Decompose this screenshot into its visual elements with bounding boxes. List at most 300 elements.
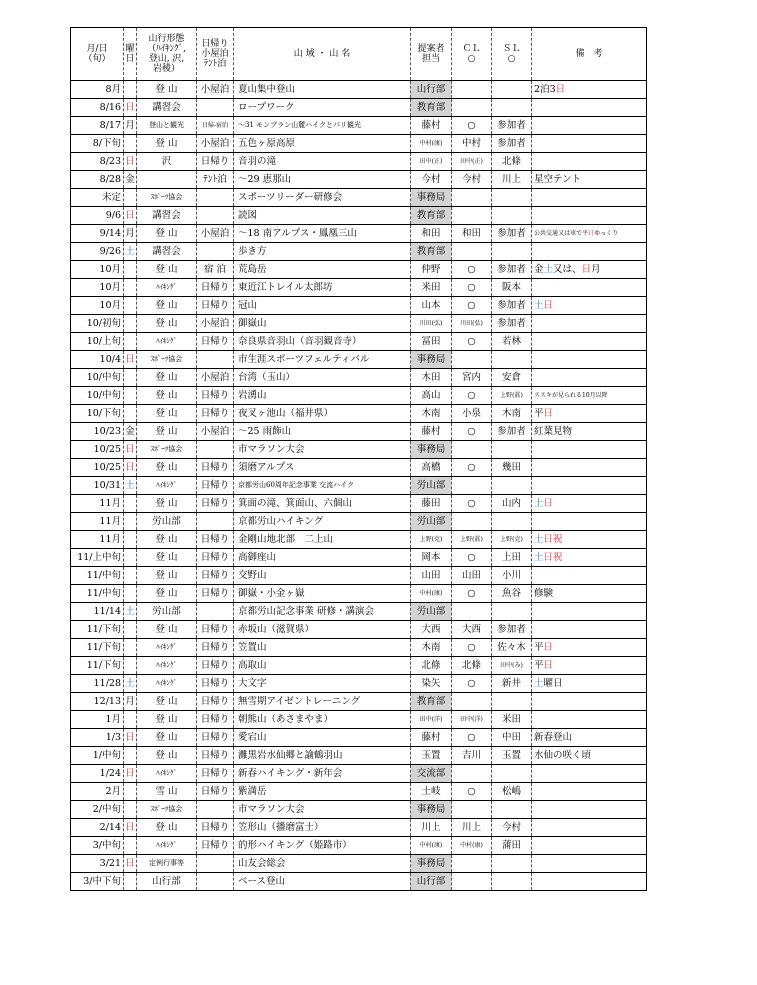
- row-sl: [492, 603, 532, 621]
- row-type: 登 山: [137, 567, 197, 585]
- row-weekday: [124, 369, 137, 387]
- row-type: ｽﾎﾟｰﾂ協会: [137, 351, 197, 369]
- row-sl: 安倉: [492, 369, 532, 387]
- row-weekday: 土: [124, 675, 137, 693]
- row-mountain: 紫満岳: [234, 783, 411, 801]
- row-sl: 参加者: [492, 135, 532, 153]
- row-mountain: 御嶽山: [234, 315, 411, 333]
- row-proposer: 今村: [411, 171, 452, 189]
- row-cl: ○: [452, 387, 492, 405]
- row-date: 2/14: [71, 819, 124, 837]
- row-date: 11/14: [71, 603, 124, 621]
- row-date: 1月: [71, 711, 124, 729]
- row-stay: [197, 99, 234, 117]
- row-mountain: 読図: [234, 207, 411, 225]
- row-sl: [492, 513, 532, 531]
- row-type: 沢: [137, 153, 197, 171]
- row-weekday: [124, 189, 137, 207]
- row-stay: 小屋泊: [197, 135, 234, 153]
- row-sl: 小川: [492, 567, 532, 585]
- row-weekday: [124, 801, 137, 819]
- row-remarks: [532, 135, 647, 153]
- row-mountain: ～25 雨飾山: [234, 423, 411, 441]
- row-type: 登 山: [137, 585, 197, 603]
- row-mountain: 台湾（玉山）: [234, 369, 411, 387]
- row-weekday: [124, 585, 137, 603]
- table-row: [71, 585, 647, 603]
- row-stay: 宿 泊: [197, 261, 234, 279]
- row-mountain: 市マラソン大会: [234, 801, 411, 819]
- row-mountain: 大文字: [234, 675, 411, 693]
- row-proposer: 教育部: [411, 243, 452, 261]
- row-stay: 小屋泊: [197, 225, 234, 243]
- row-cl: [452, 765, 492, 783]
- row-sl: 若林: [492, 333, 532, 351]
- row-cl: ○: [452, 675, 492, 693]
- table-row: [71, 81, 647, 99]
- row-remarks: 新春登山: [532, 729, 647, 747]
- row-mountain: 京都労山記念事業 研修・講演会: [234, 603, 411, 621]
- table-row: [71, 243, 647, 261]
- row-type: ﾊｲｷﾝｸﾞ: [137, 657, 197, 675]
- row-sl: [492, 873, 532, 891]
- table-row: [71, 855, 647, 873]
- row-cl: [452, 477, 492, 495]
- table-row: [71, 567, 647, 585]
- row-stay: [197, 873, 234, 891]
- row-cl: [452, 351, 492, 369]
- row-weekday: 土: [124, 243, 137, 261]
- row-date: 未定: [71, 189, 124, 207]
- row-proposer: 労山部: [411, 513, 452, 531]
- row-stay: 日帰り: [197, 297, 234, 315]
- row-date: 10/25: [71, 441, 124, 459]
- row-proposer: 中村(康): [411, 585, 452, 603]
- row-weekday: [124, 495, 137, 513]
- row-remarks: [532, 441, 647, 459]
- row-remarks: 修験: [532, 585, 647, 603]
- row-mountain: 的形ハイキング（姫路市）: [234, 837, 411, 855]
- row-stay: 日帰り: [197, 639, 234, 657]
- row-stay: [197, 243, 234, 261]
- row-date: 8/23: [71, 153, 124, 171]
- row-proposer: 川上: [411, 819, 452, 837]
- row-sl: [492, 441, 532, 459]
- row-remarks: [532, 855, 647, 873]
- row-weekday: [124, 837, 137, 855]
- row-stay: 日帰-宿泊: [197, 117, 234, 135]
- row-stay: 日帰り: [197, 549, 234, 567]
- row-cl: ○: [452, 423, 492, 441]
- row-type: 登 山: [137, 459, 197, 477]
- row-date: 8月: [71, 81, 124, 99]
- row-weekday: [124, 333, 137, 351]
- row-sl: [492, 189, 532, 207]
- row-stay: [197, 207, 234, 225]
- row-stay: 日帰り: [197, 837, 234, 855]
- row-proposer: 山行部: [411, 873, 452, 891]
- row-remarks: [532, 207, 647, 225]
- row-cl: ○: [452, 297, 492, 315]
- row-weekday: 日: [124, 855, 137, 873]
- row-cl: [452, 99, 492, 117]
- row-mountain: 須磨アルプス: [234, 459, 411, 477]
- row-proposer: 藤村: [411, 117, 452, 135]
- row-remarks: [532, 513, 647, 531]
- row-weekday: [124, 531, 137, 549]
- row-sl: 上野(眞): [492, 387, 532, 405]
- row-date: 11月: [71, 495, 124, 513]
- row-remarks: [532, 819, 647, 837]
- table-row: [71, 99, 647, 117]
- row-stay: [197, 603, 234, 621]
- row-proposer: 土岐: [411, 783, 452, 801]
- row-remarks: 平日: [532, 657, 647, 675]
- row-sl: [492, 81, 532, 99]
- row-remarks: [532, 333, 647, 351]
- row-weekday: [124, 873, 137, 891]
- row-date: 11月: [71, 513, 124, 531]
- table-row: [71, 783, 647, 801]
- row-stay: 日帰り: [197, 459, 234, 477]
- row-stay: 日帰り: [197, 621, 234, 639]
- row-proposer: 事務局: [411, 441, 452, 459]
- row-mountain: ロープワーク: [234, 99, 411, 117]
- row-proposer: 事務局: [411, 801, 452, 819]
- row-date: 1/24: [71, 765, 124, 783]
- row-weekday: [124, 513, 137, 531]
- row-date: 1/3: [71, 729, 124, 747]
- row-stay: [197, 801, 234, 819]
- row-type: 登 山: [137, 621, 197, 639]
- row-remarks: [532, 315, 647, 333]
- row-proposer: 教育部: [411, 99, 452, 117]
- row-cl: 宮内: [452, 369, 492, 387]
- row-weekday: 月: [124, 693, 137, 711]
- row-type: 登 山: [137, 729, 197, 747]
- table-row: [71, 315, 647, 333]
- row-proposer: 染矢: [411, 675, 452, 693]
- row-proposer: 大西: [411, 621, 452, 639]
- row-mountain: 笠置山: [234, 639, 411, 657]
- row-stay: [197, 441, 234, 459]
- table-row: [71, 369, 647, 387]
- row-sl: [492, 351, 532, 369]
- row-remarks: [532, 459, 647, 477]
- row-type: 登 山: [137, 531, 197, 549]
- row-remarks: 平日: [532, 639, 647, 657]
- row-proposer: 藤村: [411, 729, 452, 747]
- row-type: 講習会: [137, 243, 197, 261]
- row-date: 9/26: [71, 243, 124, 261]
- row-weekday: 土: [124, 603, 137, 621]
- row-remarks: [532, 99, 647, 117]
- table-row: [71, 333, 647, 351]
- row-cl: ○: [452, 261, 492, 279]
- row-type: 山行部: [137, 873, 197, 891]
- row-remarks: [532, 153, 647, 171]
- row-remarks: [532, 603, 647, 621]
- row-cl: [452, 873, 492, 891]
- row-type: 登 山: [137, 711, 197, 729]
- row-proposer: 教育部: [411, 693, 452, 711]
- row-date: 10/中旬: [71, 387, 124, 405]
- row-type: 登山と観光: [137, 117, 197, 135]
- header-date: 月/日 （旬）: [71, 28, 124, 81]
- row-type: 登 山: [137, 819, 197, 837]
- row-cl: 山田: [452, 567, 492, 585]
- row-type: ｽﾎﾟｰﾂ協会: [137, 189, 197, 207]
- row-weekday: 日: [124, 819, 137, 837]
- row-weekday: [124, 315, 137, 333]
- row-date: 11/中旬: [71, 585, 124, 603]
- row-sl: 参加者: [492, 297, 532, 315]
- row-remarks: [532, 189, 647, 207]
- row-date: 10/25: [71, 459, 124, 477]
- row-type: 登 山: [137, 297, 197, 315]
- row-stay: 日帰り: [197, 153, 234, 171]
- row-type: 登 山: [137, 81, 197, 99]
- row-cl: 小泉: [452, 405, 492, 423]
- row-remarks: [532, 243, 647, 261]
- row-weekday: [124, 135, 137, 153]
- table-row: [71, 279, 647, 297]
- row-date: 8/16: [71, 99, 124, 117]
- table-row: [71, 387, 647, 405]
- row-stay: 日帰り: [197, 495, 234, 513]
- row-proposer: 山行部: [411, 81, 452, 99]
- row-remarks: 水仙の咲く頃: [532, 747, 647, 765]
- row-stay: 日帰り: [197, 819, 234, 837]
- row-type: 雪 山: [137, 783, 197, 801]
- row-mountain: ベース登山: [234, 873, 411, 891]
- row-sl: 参加者: [492, 423, 532, 441]
- row-type: ﾊｲｷﾝｸﾞ: [137, 639, 197, 657]
- table-row: [71, 801, 647, 819]
- row-type: ﾊｲｷﾝｸﾞ: [137, 837, 197, 855]
- row-stay: 日帰り: [197, 477, 234, 495]
- row-mountain: ～29 恵那山: [234, 171, 411, 189]
- row-weekday: [124, 639, 137, 657]
- row-weekday: 日: [124, 351, 137, 369]
- row-type: 登 山: [137, 495, 197, 513]
- row-remarks: [532, 711, 647, 729]
- row-mountain: 御嶽・小金ヶ嶽: [234, 585, 411, 603]
- row-mountain: 音羽の滝: [234, 153, 411, 171]
- row-remarks: [532, 279, 647, 297]
- table-row: [71, 729, 647, 747]
- row-type: ﾊｲｷﾝｸﾞ: [137, 279, 197, 297]
- row-type: ﾊｲｷﾝｸﾞ: [137, 333, 197, 351]
- row-remarks: [532, 369, 647, 387]
- table-row: [71, 621, 647, 639]
- row-date: 11月: [71, 531, 124, 549]
- row-proposer: 交流部: [411, 765, 452, 783]
- row-cl: 和田: [452, 225, 492, 243]
- table-row: [71, 711, 647, 729]
- row-date: 11/28: [71, 675, 124, 693]
- table-row: [71, 297, 647, 315]
- header-stay: 日帰り 小屋泊 ﾃﾝﾄ泊: [197, 28, 234, 81]
- row-remarks: 土日祝: [532, 549, 647, 567]
- row-sl: 参加者: [492, 315, 532, 333]
- row-sl: [492, 693, 532, 711]
- row-sl: [492, 855, 532, 873]
- row-remarks: 2泊3日: [532, 81, 647, 99]
- row-type: 登 山: [137, 423, 197, 441]
- header-name: 山 域 ・ 山 名: [234, 28, 411, 81]
- row-sl: 米田: [492, 711, 532, 729]
- row-proposer: 木南: [411, 639, 452, 657]
- row-date: 10月: [71, 261, 124, 279]
- row-proposer: 労山部: [411, 477, 452, 495]
- table-row: [71, 441, 647, 459]
- row-proposer: 田中(正): [411, 153, 452, 171]
- row-proposer: 上野(克): [411, 531, 452, 549]
- row-type: 登 山: [137, 261, 197, 279]
- row-sl: 参加者: [492, 261, 532, 279]
- row-remarks: 土日: [532, 495, 647, 513]
- row-date: 12/13: [71, 693, 124, 711]
- row-mountain: 無雪期アイゼントレーニング: [234, 693, 411, 711]
- row-stay: 日帰り: [197, 531, 234, 549]
- table-row: [71, 765, 647, 783]
- row-remarks: [532, 567, 647, 585]
- row-type: 登 山: [137, 549, 197, 567]
- row-cl: [452, 603, 492, 621]
- row-remarks: [532, 801, 647, 819]
- row-type: 登 山: [137, 369, 197, 387]
- row-type: 講習会: [137, 99, 197, 117]
- row-sl: [492, 207, 532, 225]
- row-date: 10/初旬: [71, 315, 124, 333]
- row-mountain: 新春ハイキング・新年会: [234, 765, 411, 783]
- table-row: [71, 873, 647, 891]
- row-weekday: 金: [124, 423, 137, 441]
- row-proposer: 中村(康): [411, 135, 452, 153]
- row-stay: 日帰り: [197, 765, 234, 783]
- row-mountain: 市生涯スポーツフェルティバル: [234, 351, 411, 369]
- row-sl: 木南: [492, 405, 532, 423]
- schedule-body: [71, 81, 647, 891]
- table-row: [71, 693, 647, 711]
- row-cl: 北條: [452, 657, 492, 675]
- row-proposer: 労山部: [411, 603, 452, 621]
- row-proposer: 玉置: [411, 747, 452, 765]
- row-cl: ○: [452, 495, 492, 513]
- row-stay: ﾃﾝﾄ泊: [197, 171, 234, 189]
- row-cl: ○: [452, 459, 492, 477]
- row-mountain: 灘黒岩水仙郷と諭鶴羽山: [234, 747, 411, 765]
- table-row: [71, 459, 647, 477]
- row-cl: [452, 513, 492, 531]
- table-row: [71, 405, 647, 423]
- row-cl: [452, 189, 492, 207]
- row-proposer: 冨田: [411, 333, 452, 351]
- row-remarks: 土日: [532, 297, 647, 315]
- row-date: 2/中旬: [71, 801, 124, 819]
- row-type: ﾊｲｷﾝｸﾞ: [137, 675, 197, 693]
- row-type: 登 山: [137, 387, 197, 405]
- row-stay: 小屋泊: [197, 81, 234, 99]
- row-proposer: 山本: [411, 297, 452, 315]
- row-date: 10/23: [71, 423, 124, 441]
- row-proposer: 仲野: [411, 261, 452, 279]
- row-sl: 阪本: [492, 279, 532, 297]
- row-type: 労山部: [137, 513, 197, 531]
- row-sl: 田中(み): [492, 657, 532, 675]
- row-proposer: 教育部: [411, 207, 452, 225]
- row-cl: 川上: [452, 819, 492, 837]
- row-date: 11/下旬: [71, 639, 124, 657]
- row-weekday: 日: [124, 441, 137, 459]
- row-remarks: ススキが見られる10月以降: [532, 387, 647, 405]
- row-mountain: 五色ヶ原高原: [234, 135, 411, 153]
- row-stay: [197, 513, 234, 531]
- row-sl: 参加者: [492, 225, 532, 243]
- table-row: [71, 153, 647, 171]
- row-cl: 今村: [452, 171, 492, 189]
- row-cl: [452, 81, 492, 99]
- row-stay: 日帰り: [197, 729, 234, 747]
- row-type: 登 山: [137, 693, 197, 711]
- row-type: 講習会: [137, 207, 197, 225]
- row-date: 9/14: [71, 225, 124, 243]
- row-weekday: 月: [124, 225, 137, 243]
- table-row: [71, 135, 647, 153]
- row-proposer: 田中(洋): [411, 711, 452, 729]
- row-type: [137, 171, 197, 189]
- row-mountain: 冠山: [234, 297, 411, 315]
- header-cl: ＣＬ ○: [452, 28, 492, 81]
- row-remarks: [532, 117, 647, 135]
- row-sl: 上田: [492, 549, 532, 567]
- table-row: [71, 531, 647, 549]
- header-row: [71, 28, 647, 81]
- row-proposer: 川田(弘): [411, 315, 452, 333]
- row-mountain: 山友会総会: [234, 855, 411, 873]
- header-proposer: 提案者 担当: [411, 28, 452, 81]
- row-remarks: 土曜日: [532, 675, 647, 693]
- row-sl: 参加者: [492, 117, 532, 135]
- row-type: ｽﾎﾟｰﾂ協会: [137, 441, 197, 459]
- table-row: [71, 207, 647, 225]
- row-remarks: [532, 477, 647, 495]
- row-proposer: 岡本: [411, 549, 452, 567]
- row-sl: 上野(克): [492, 531, 532, 549]
- row-sl: [492, 801, 532, 819]
- header-weekday: 曜 日: [124, 28, 137, 81]
- row-remarks: 公共交通又は車で平日ゆっくり: [532, 225, 647, 243]
- row-mountain: 交野山: [234, 567, 411, 585]
- row-weekday: [124, 405, 137, 423]
- header-type: 山行形態 （ﾊｲｷﾝｸﾞ, 登山, 沢, 岩稜）: [137, 28, 197, 81]
- row-weekday: 日: [124, 99, 137, 117]
- row-date: 11/下旬: [71, 657, 124, 675]
- table-row: [71, 603, 647, 621]
- row-sl: [492, 243, 532, 261]
- row-type: 登 山: [137, 225, 197, 243]
- row-sl: 松嶋: [492, 783, 532, 801]
- row-cl: 上野(眞): [452, 531, 492, 549]
- row-mountain: 東近江トレイル太郎坊: [234, 279, 411, 297]
- row-mountain: 愛宕山: [234, 729, 411, 747]
- row-type: 登 山: [137, 315, 197, 333]
- row-cl: ○: [452, 549, 492, 567]
- table-row: [71, 549, 647, 567]
- row-cl: [452, 207, 492, 225]
- row-proposer: 事務局: [411, 189, 452, 207]
